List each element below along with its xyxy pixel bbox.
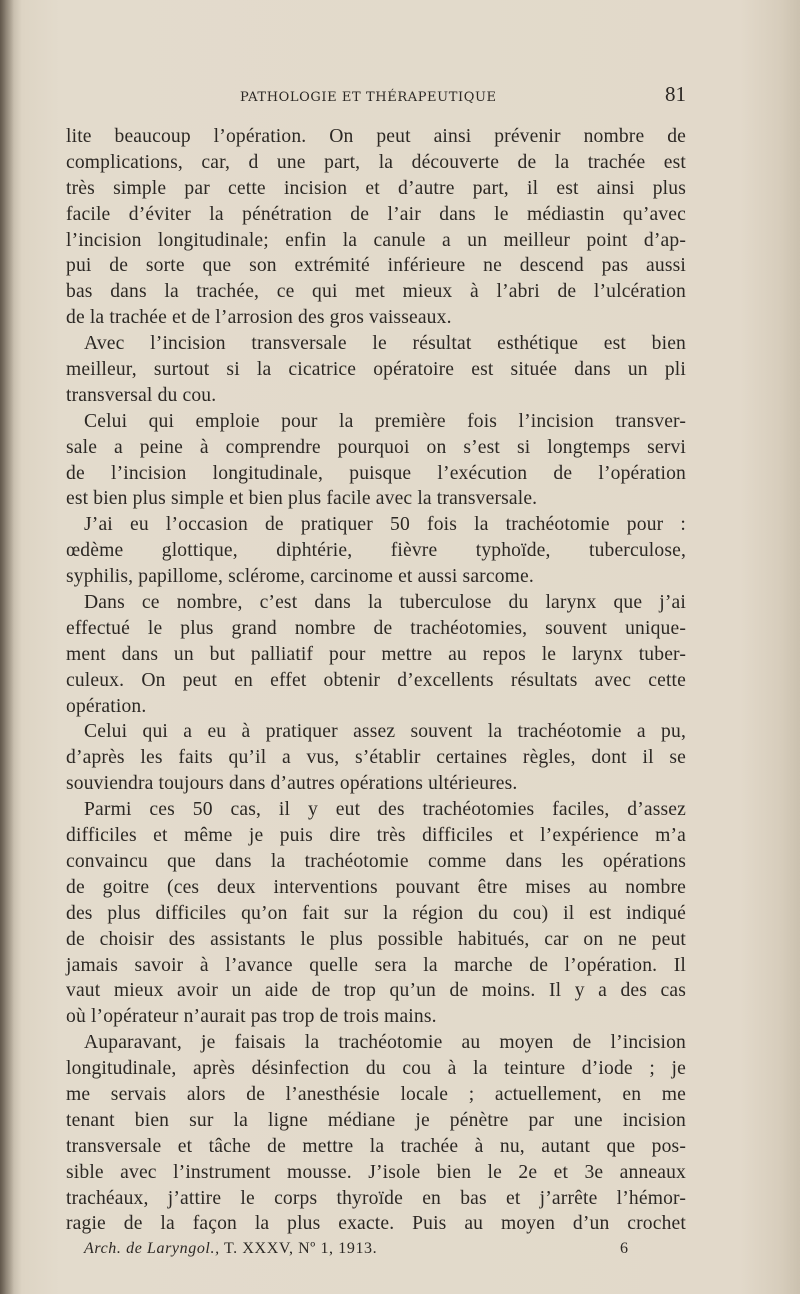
text-line: Parmi ces 50 cas, il y eut des trachéotomies faciles, d’assez (84, 799, 686, 821)
text-line: effectué le plus grand nombre de trachéotomies, souvent unique- (66, 617, 686, 639)
body-text (66, 124, 686, 1237)
text-line: l’incision longitudinale; enfin la canule a un meilleur point d’ap- (66, 229, 686, 251)
text-line: tenant bien sur la ligne médiane je pénètre par une incision (66, 1109, 686, 1131)
text-line: Dans ce nombre, c’est dans la tuberculose du larynx que j’ai (84, 592, 686, 614)
text-line: des plus difficiles qu’on fait sur la région du cou) il est indiqué (66, 902, 686, 924)
text-line: jamais savoir à l’avance quelle sera la marche de l’opération. Il (66, 954, 686, 976)
journal-volume: T. XXXV, Nº 1, 1913. (224, 1240, 378, 1257)
text-line: lite beaucoup l’opération. On peut ainsi prévenir nombre de (66, 126, 686, 147)
text-line: vaut mieux avoir un aide de trop qu’un de moins. Il y a des cas (66, 980, 686, 1002)
text-line: culeux. On peut en effet obtenir d’excellents résultats avec cette (66, 669, 686, 691)
page-number: 81 (665, 82, 686, 106)
text-line: transversal du cou. (66, 384, 217, 406)
text-line: facile d’éviter la pénétration de l’air dans le médiastin qu’avec (66, 203, 686, 225)
text-line: de la trachée et de l’arrosion des gros vaisseaux. (66, 307, 452, 329)
text-line: difficiles et même je puis dire très difficiles et l’expérience m’a (66, 825, 686, 847)
text-line: Celui qui a eu à pratiquer assez souvent la trachéotomie a pu, (84, 721, 686, 743)
journal-reference (84, 1240, 377, 1258)
page-header (230, 82, 690, 112)
text-line: pui de sorte que son extrémité inférieure ne descend pas aussi (66, 255, 686, 277)
signature-mark: 6 (620, 1240, 628, 1257)
text-line: longitudinale, après désinfection du cou à la teinture d’iode ; je (66, 1058, 686, 1080)
text-line: très simple par cette incision et d’autre part, il est ainsi plus (66, 177, 686, 199)
text-line: complications, car, d une part, la découverte de la trachée est (66, 151, 686, 173)
text-line: de choisir des assistants le plus possible habitués, car on ne peut (66, 928, 686, 950)
text-line: convaincu que dans la trachéotomie comme dans les opérations (66, 850, 686, 872)
text-line: meilleur, surtout si la cicatrice opératoire est située dans un pli (66, 359, 686, 381)
text-line: où l’opérateur n’aurait pas trop de trois mains. (66, 1006, 437, 1028)
text-line: opération. (66, 695, 147, 717)
text-line: de goitre (ces deux interventions pouvant être mises au nombre (66, 876, 686, 898)
text-line: sale a peine à comprendre pourquoi on s’est si longtemps servi (66, 436, 686, 458)
text-line: trachéaux, j’attire le corps thyroïde en bas et j’arrête l’hémor- (66, 1187, 686, 1209)
text-line: J’ai eu l’occasion de pratiquer 50 fois la trachéotomie pour : (84, 514, 686, 536)
text-line: œdème glottique, diphtérie, fièvre typhoïde, tuberculose, (66, 540, 686, 562)
text-line: Avec l’incision transversale le résultat esthétique est bien (84, 333, 686, 355)
text-line: ment dans un but palliatif pour mettre au repos le larynx tuber- (66, 643, 686, 665)
journal-abbrev: Arch. de Laryngol., (84, 1240, 220, 1257)
text-line: de l’incision longitudinale, puisque l’exécution de l’opération (66, 462, 686, 484)
text-line: d’après les faits qu’il a vus, s’établir certaines règles, dont il se (66, 747, 686, 769)
text-line: sible avec l’instrument mousse. J’isole bien le 2e et 3e anneaux (66, 1161, 686, 1183)
running-head: PATHOLOGIE ET THÉRAPEUTIQUE (240, 90, 497, 105)
text-line: souviendra toujours dans d’autres opérations ultérieures. (66, 773, 518, 795)
text-line: est bien plus simple et bien plus facile avec la transversale. (66, 488, 538, 510)
text-line: transversale et tâche de mettre la trachée à nu, autant que pos- (66, 1135, 686, 1157)
text-line: me servais alors de l’anesthésie locale ; actuellement, en me (66, 1083, 686, 1105)
text-line: syphilis, papillome, sclérome, carcinome et aussi sarcome. (66, 566, 534, 588)
text-line: Auparavant, je faisais la trachéotomie au moyen de l’incision (84, 1032, 686, 1054)
text-line: Celui qui emploie pour la première fois l’incision transver- (84, 410, 686, 432)
text-line: bas dans la trachée, ce qui met mieux à l’abri de l’ulcération (66, 281, 686, 303)
book-gutter-shadow (0, 0, 14, 1294)
page-footer (84, 1238, 644, 1262)
text-line: ragie de la façon la plus exacte. Puis au moyen d’un crochet (66, 1213, 686, 1235)
